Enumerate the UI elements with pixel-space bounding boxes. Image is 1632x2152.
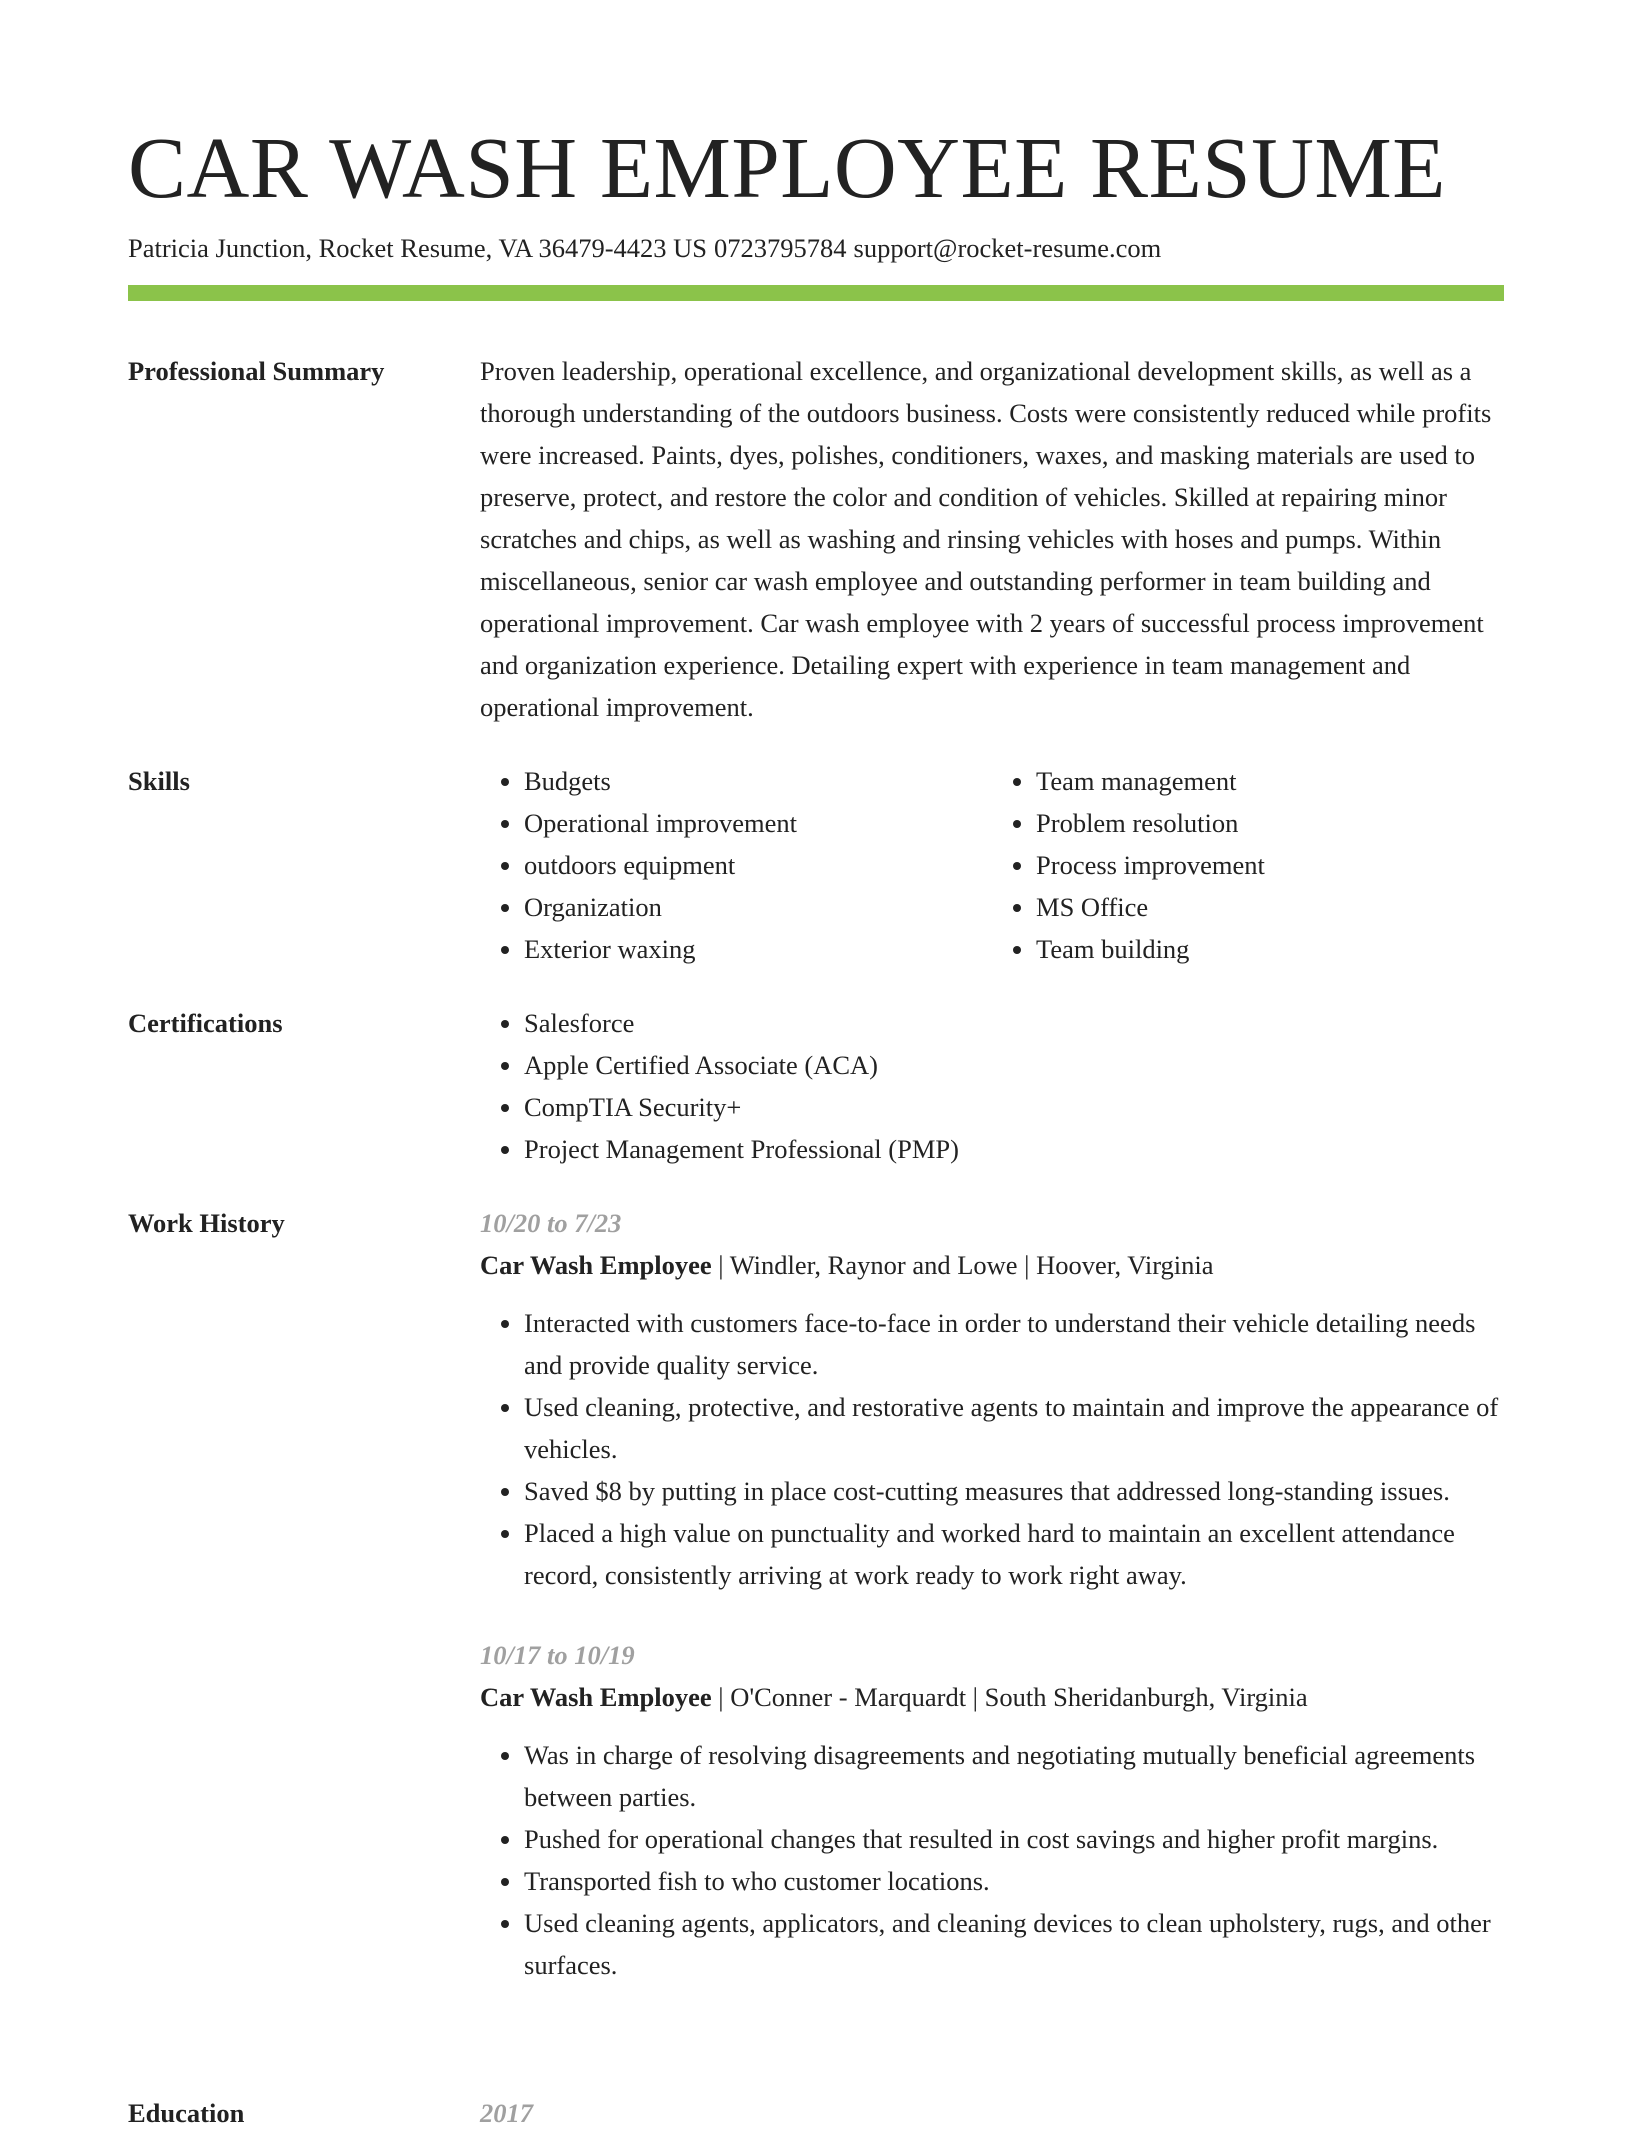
job-bullets [480, 1302, 1504, 1596]
skill-item: • Exterior waxing [524, 928, 992, 970]
skill-item: • Operational improvement [524, 802, 992, 844]
contact-line [128, 230, 1161, 266]
skill-item: • MS Office [1036, 886, 1504, 928]
certification-item: • CompTIA Security+ [524, 1086, 1504, 1128]
job-title: Car Wash Employee [480, 1682, 712, 1712]
work-history-body [480, 1202, 1504, 1986]
skill-item: • Budgets [524, 760, 992, 802]
skills-body [480, 760, 1504, 970]
skills-heading: Skills [128, 766, 190, 796]
job-bullet: • Pushed for operational changes that resulted in cost savings and higher profit margins. [524, 1818, 1504, 1860]
skills-list-left [480, 760, 992, 970]
contact-phone: 0723795784 [714, 233, 847, 263]
summary-section [128, 350, 1504, 730]
education-date: 2017 [480, 2098, 533, 2128]
job-details: | Windler, Raynor and Lowe | Hoover, Virginia [711, 1250, 1214, 1280]
job-entry [480, 1634, 1504, 1986]
skill-item: • Team management [1036, 760, 1504, 802]
contact-address: Patricia Junction, Rocket Resume, VA 36479-4423 US [128, 233, 708, 263]
job-bullet: • Transported fish to who customer locations. [524, 1860, 1504, 1902]
skills-list-right [992, 760, 1504, 970]
certification-item: • Salesforce [524, 1002, 1504, 1044]
summary-heading: Professional Summary [128, 356, 385, 386]
skill-item: • Organization [524, 886, 992, 928]
certification-item: • Apple Certified Associate (ACA) [524, 1044, 1504, 1086]
job-entry [480, 1202, 1504, 1596]
job-title: Car Wash Employee [480, 1250, 712, 1280]
skill-item: • outdoors equipment [524, 844, 992, 886]
summary-body [480, 350, 1504, 728]
job-bullet: • Interacted with customers face-to-face in order to understand their vehicle detailing needs and provide quality service. [524, 1302, 1504, 1386]
contact-email[interactable]: support@rocket-resume.com [853, 233, 1162, 263]
education-body [480, 2092, 1504, 2134]
skill-item: • Team building [1036, 928, 1504, 970]
skill-item: • Problem resolution [1036, 802, 1504, 844]
job-dates: 10/20 to 7/23 [480, 1208, 622, 1238]
job-heading [480, 1244, 1504, 1286]
work-history-heading: Work History [128, 1208, 285, 1238]
certifications-section [128, 1002, 1504, 1182]
certifications-heading: Certifications [128, 1008, 283, 1038]
job-bullet: • Saved $8 by putting in place cost-cutting measures that addressed long-standing issues. [524, 1470, 1504, 1512]
header-divider [128, 285, 1504, 301]
job-bullet: • Was in charge of resolving disagreements and negotiating mutually beneficial agreements between parties. [524, 1734, 1504, 1818]
resume-title: CAR WASH EMPLOYEE RESUME [128, 119, 1446, 216]
education-section [128, 2092, 1504, 2152]
education-heading: Education [128, 2098, 245, 2128]
job-bullet: • Placed a high value on punctuality and worked hard to maintain an excellent attendance record, consistently arriving at work ready to work right away. [524, 1512, 1504, 1596]
job-dates: 10/17 to 10/19 [480, 1640, 635, 1670]
job-bullet: • Used cleaning agents, applicators, and cleaning devices to clean upholstery, rugs, and other surfaces. [524, 1902, 1504, 1986]
job-heading [480, 1676, 1504, 1718]
job-details: | O'Conner - Marquardt | South Sheridanburgh, Virginia [711, 1682, 1308, 1712]
skills-section [128, 760, 1504, 980]
certifications-body [480, 1002, 1504, 1170]
work-history-section [128, 1202, 1504, 2062]
certification-item: • Project Management Professional (PMP) [524, 1128, 1504, 1170]
job-bullets [480, 1734, 1504, 1986]
summary-text: Proven leadership, operational excellence, and organizational development skills, as well as a thorough understanding of the outdoors business. Costs were consistently reduced while profits were increased. Paints, dyes, polishes, conditioners, waxes, and masking materials are used to preserve, protect, and restore the color and condition of vehicles. Skilled at repairing minor scratches and chips, as well as washing and rinsing vehicles with hoses and pumps. Within miscellaneous, senior car wash employee and outstanding performer in team building and operational improvement. Car wash employee with 2 years of successful process improvement and organization experience. Detailing expert with experience in team management and operational improvement. [480, 356, 1492, 722]
certifications-list [480, 1002, 1504, 1170]
job-bullet: • Used cleaning, protective, and restorative agents to maintain and improve the appearance of vehicles. [524, 1386, 1504, 1470]
skill-item: • Process improvement [1036, 844, 1504, 886]
